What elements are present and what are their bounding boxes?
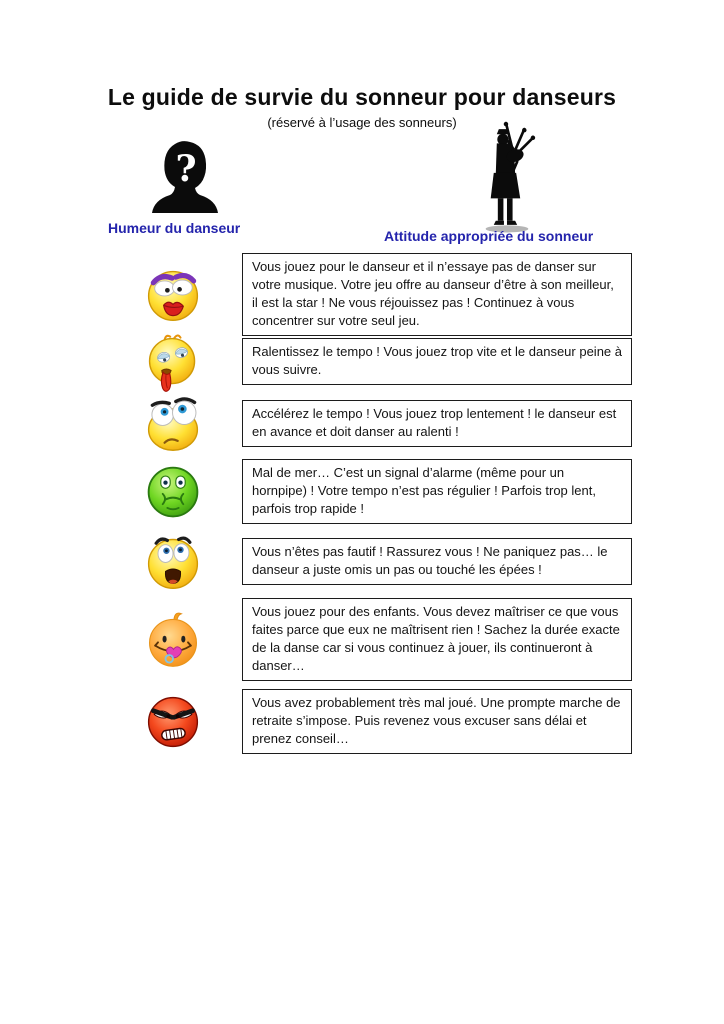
impatient-frown-smiley-icon: [143, 394, 203, 454]
baby-pacifier-smiley-icon: [143, 610, 203, 670]
advice-text: Vous avez probablement très mal joué. Une prompte marche de retraite s’impose. Puis revenez vous excuser sans délai et prenez conseil…: [252, 695, 621, 746]
shocked-smiley-icon: [143, 532, 203, 592]
flirty-lips-smiley-icon: [143, 265, 203, 325]
advice-box: [242, 459, 632, 524]
mood-row: [0, 253, 724, 336]
advice-text: Vous n’êtes pas fautif ! Rassurez vous ! Ne paniquez pas… le danseur a juste omis un pas ou touché les épées !: [252, 544, 608, 577]
advice-box: [242, 689, 632, 754]
angry-red-smiley-icon: [143, 692, 203, 752]
page-subtitle: (réservé à l’usage des sonneurs): [267, 115, 457, 130]
column-header-dancer-mood: Humeur du danseur: [108, 220, 241, 236]
page-title: Le guide de survie du sonneur pour danseurs: [107, 84, 617, 110]
mood-row: [0, 598, 724, 681]
seasick-green-smiley-icon: [143, 462, 203, 522]
exhausted-tongue-smiley-icon: [143, 332, 203, 392]
advice-text: Accélérez le tempo ! Vous jouez trop lentement ! le danseur est en avance et doit danser au ralenti !: [252, 406, 617, 439]
advice-text: Vous jouez pour des enfants. Vous devez maîtriser ce que vous faites parce que eux ne maîtrisent rien ! Sachez la durée exacte de la danse car si vous continuez à jouer, ils continueront à danser…: [252, 604, 620, 673]
advice-text: Vous jouez pour le danseur et il n’essaye pas de danser sur votre musique. Votre jeu offre au danseur d’être à son meilleur, il est la star ! Ne vous réjouissez pas ! Continuez à vous concentrer sur votre seul jeu.: [252, 259, 614, 328]
advice-box: [242, 338, 632, 385]
column-header-piper-attitude: Attitude appropriée du sonneur: [384, 228, 594, 244]
mood-row: [0, 400, 724, 447]
advice-text: Mal de mer… C’est un signal d’alarme (même pour un hornpipe) ! Votre tempo n’est pas régulier ! Parfois trop lent, parfois trop rapide !: [252, 465, 596, 516]
advice-box: [242, 253, 632, 336]
mood-row: [0, 459, 724, 524]
mood-row: [0, 538, 724, 585]
advice-text: Ralentissez le tempo ! Vous jouez trop vite et le danseur peine à vous suivre.: [252, 344, 622, 377]
advice-box: [242, 598, 632, 681]
mood-row: [0, 689, 724, 754]
advice-box: [242, 400, 632, 447]
svg-text:?: ?: [175, 148, 197, 190]
advice-box: [242, 538, 632, 585]
mood-row: [0, 338, 724, 385]
